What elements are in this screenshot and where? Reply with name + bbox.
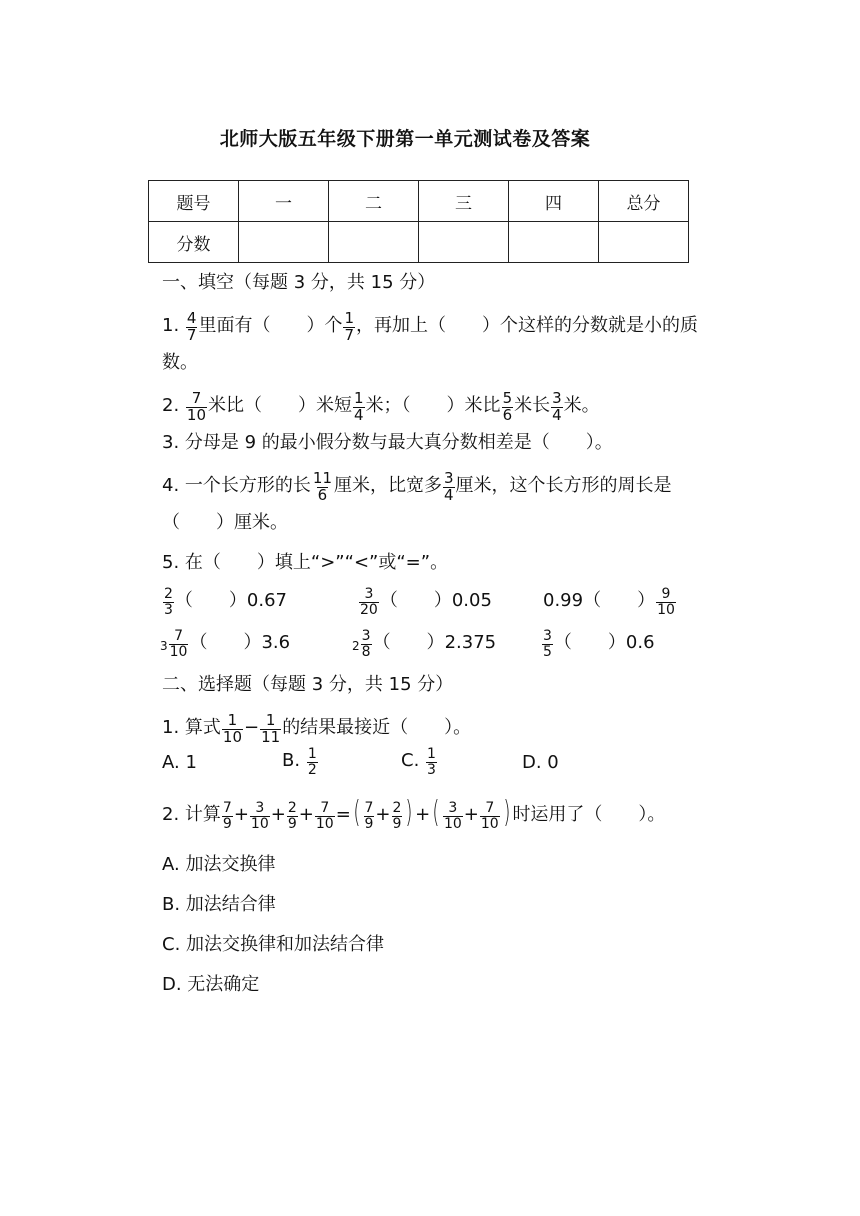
- fraction: [343, 311, 355, 343]
- right-paren: ): [503, 795, 511, 830]
- question-text: ，再加上（ ）个这样的分数就是小的质: [356, 315, 699, 336]
- option-label: B.: [282, 750, 301, 771]
- question-1-4: [162, 470, 672, 502]
- fraction: [502, 391, 514, 423]
- score-row-label: 分数: [149, 222, 239, 263]
- numerator: 1: [265, 711, 276, 729]
- answer-blank[interactable]: （ ）: [583, 590, 656, 611]
- question-1-3: 3. 分母是 9 的最小假分数与最大真分数相差是（ ）。: [162, 432, 613, 453]
- denominator: 7: [186, 326, 197, 344]
- question-text: 1. 算式: [162, 717, 221, 738]
- denominator: 4: [354, 406, 364, 424]
- denominator: 4: [552, 406, 562, 424]
- question-number: 1.: [162, 315, 180, 336]
- compare-value: 0.6: [625, 632, 655, 653]
- numerator: 4: [186, 309, 197, 327]
- section1-heading: 一、填空（每题 3 分，共 15 分）: [162, 272, 436, 293]
- fraction: [287, 801, 298, 831]
- option-a[interactable]: A. 1: [162, 752, 197, 773]
- question-2-1: [162, 712, 471, 744]
- question-text: 米比（ ）米短: [208, 395, 353, 416]
- fraction: [426, 747, 437, 777]
- option-d[interactable]: D. 无法确定: [162, 974, 260, 995]
- answer-blank[interactable]: （ ）: [189, 632, 262, 653]
- left-paren: (: [432, 795, 440, 830]
- numerator: 1: [307, 746, 317, 762]
- answer-blank[interactable]: （ ）: [372, 632, 445, 653]
- fraction: [392, 801, 403, 831]
- left-paren: (: [353, 795, 361, 830]
- denominator: 6: [317, 486, 328, 504]
- denominator: 2: [307, 762, 317, 778]
- question-text: 米；（ ）米比: [365, 395, 501, 416]
- compare-item: [352, 628, 496, 658]
- fraction: [250, 801, 270, 831]
- fraction: [443, 471, 455, 503]
- fraction: [542, 629, 553, 659]
- denominator: 10: [186, 406, 207, 424]
- numerator: 9: [661, 586, 671, 602]
- numerator: 7: [222, 800, 232, 816]
- denominator: 11: [261, 728, 281, 746]
- option-c[interactable]: [401, 746, 438, 776]
- score-cell: [329, 222, 419, 263]
- fraction: [186, 391, 207, 423]
- score-table: [148, 180, 689, 263]
- fraction: [443, 801, 463, 831]
- denominator: 10: [169, 644, 188, 660]
- option-a[interactable]: A. 加法交换律: [162, 854, 276, 875]
- denominator: 4: [444, 486, 454, 504]
- fraction: [364, 801, 375, 831]
- question-1-2: [162, 390, 600, 422]
- question-text: 4. 一个长方形的长: [162, 475, 311, 496]
- numerator: 7: [191, 389, 202, 407]
- question-text: 里面有（ ）个: [198, 315, 343, 336]
- fraction: [353, 391, 365, 423]
- question-number: 2.: [162, 395, 180, 416]
- question-1-1-cont: 数。: [162, 352, 198, 373]
- denominator: 6: [502, 406, 513, 424]
- question-text: 厘米，这个长方形的周长是: [455, 475, 672, 496]
- compare-value: 0.99: [543, 590, 584, 611]
- fraction: [656, 587, 676, 617]
- denominator: 9: [222, 816, 232, 832]
- plus-sign: +: [375, 804, 391, 825]
- numerator: 7: [364, 800, 374, 816]
- compare-value: 0.67: [246, 590, 287, 611]
- option-c[interactable]: C. 加法交换律和加法结合律: [162, 934, 385, 955]
- compare-value: 0.05: [451, 590, 492, 611]
- numerator: 2: [392, 800, 402, 816]
- compare-item: [160, 628, 290, 658]
- compare-item: [543, 586, 677, 616]
- question-1-4-cont: （ ）厘米。: [162, 512, 288, 533]
- score-cell: [419, 222, 509, 263]
- question-text: 的结果最接近（ ）。: [282, 717, 472, 738]
- question-text: 米长: [514, 395, 551, 416]
- plus-sign: +: [463, 804, 479, 825]
- option-b[interactable]: [282, 746, 319, 776]
- score-cell: [509, 222, 599, 263]
- score-header-cell: 四: [509, 181, 599, 222]
- score-cell: [599, 222, 689, 263]
- numerator: 3: [361, 628, 371, 644]
- fraction: [359, 587, 379, 617]
- compare-item: [162, 586, 287, 616]
- fraction: [480, 801, 500, 831]
- numerator: 1: [344, 309, 355, 327]
- numerator: 2: [287, 800, 297, 816]
- numerator: 3: [552, 389, 562, 407]
- denominator: 10: [657, 602, 675, 618]
- plus-sign: +: [415, 804, 431, 825]
- numerator: 1: [427, 746, 436, 762]
- numerator: 3: [444, 469, 454, 487]
- numerator: 1: [227, 711, 238, 729]
- numerator: 7: [320, 800, 330, 816]
- numerator: 2: [164, 586, 173, 602]
- score-cell: [239, 222, 329, 263]
- denominator: 9: [392, 816, 402, 832]
- score-header-cell: 题号: [149, 181, 239, 222]
- plus-sign: +: [270, 804, 286, 825]
- fraction: [163, 587, 174, 617]
- right-paren: ): [405, 795, 413, 830]
- question-1-1: [162, 310, 698, 342]
- compare-value: 3.6: [261, 632, 291, 653]
- denominator: 7: [344, 326, 355, 344]
- document-title: 北师大版五年级下册第一单元测试卷及答案: [219, 128, 591, 150]
- score-header-cell: 二: [329, 181, 419, 222]
- compare-item: [541, 628, 655, 658]
- fraction: [551, 391, 563, 423]
- question-text: 2. 计算: [162, 804, 221, 825]
- denominator: 10: [222, 728, 242, 746]
- fraction: [222, 801, 233, 831]
- score-header-cell: 一: [239, 181, 329, 222]
- whole-number: 2: [352, 639, 360, 653]
- numerator: 3: [448, 800, 458, 816]
- score-table-score-row: [149, 222, 689, 263]
- score-header-cell: 三: [419, 181, 509, 222]
- question-text: 厘米，比宽多: [334, 475, 442, 496]
- question-text: 时运用了（ ）。: [512, 804, 666, 825]
- numerator: 7: [485, 800, 495, 816]
- whole-number: 3: [160, 639, 168, 653]
- option-label: C.: [401, 750, 420, 771]
- fraction: [222, 713, 243, 745]
- option-d[interactable]: D. 0: [522, 752, 559, 773]
- numerator: 7: [174, 628, 184, 644]
- denominator: 10: [480, 816, 499, 832]
- plus-sign: +: [233, 804, 249, 825]
- denominator: 5: [543, 644, 552, 660]
- score-header-cell: 总分: [599, 181, 689, 222]
- denominator: 8: [361, 644, 371, 660]
- denominator: 9: [287, 816, 297, 832]
- denominator: 3: [427, 762, 436, 778]
- answer-blank[interactable]: （ ）: [553, 632, 626, 653]
- fraction: [169, 629, 189, 659]
- denominator: 9: [364, 816, 374, 832]
- denominator: 3: [164, 602, 173, 618]
- denominator: 10: [443, 816, 462, 832]
- denominator: 10: [250, 816, 269, 832]
- fraction: [307, 747, 318, 777]
- fraction: [315, 801, 335, 831]
- minus-sign: −: [244, 717, 260, 738]
- compare-value: 2.375: [444, 632, 497, 653]
- fraction: [260, 713, 281, 745]
- plus-sign: +: [298, 804, 314, 825]
- numerator: 3: [364, 586, 374, 602]
- question-2-2: [162, 795, 666, 832]
- fraction: [186, 311, 198, 343]
- option-b[interactable]: B. 加法结合律: [162, 894, 276, 915]
- fraction: [361, 629, 372, 659]
- denominator: 20: [360, 602, 378, 618]
- numerator: 1: [354, 389, 364, 407]
- answer-blank[interactable]: （ ）: [174, 590, 247, 611]
- denominator: 10: [315, 816, 334, 832]
- equals-sign: =: [335, 804, 351, 825]
- numerator: 3: [543, 628, 552, 644]
- score-table-header-row: [149, 181, 689, 222]
- section2-heading: 二、选择题（每题 3 分，共 15 分）: [162, 674, 454, 695]
- fraction: [312, 471, 333, 503]
- numerator: 5: [502, 389, 513, 407]
- question-text: 米。: [563, 395, 600, 416]
- compare-item: [358, 586, 492, 616]
- question-1-5: 5. 在（ ）填上“>”“<”或“=”。: [162, 552, 449, 573]
- numerator: 3: [255, 800, 265, 816]
- numerator: 11: [312, 469, 332, 487]
- answer-blank[interactable]: （ ）: [379, 590, 452, 611]
